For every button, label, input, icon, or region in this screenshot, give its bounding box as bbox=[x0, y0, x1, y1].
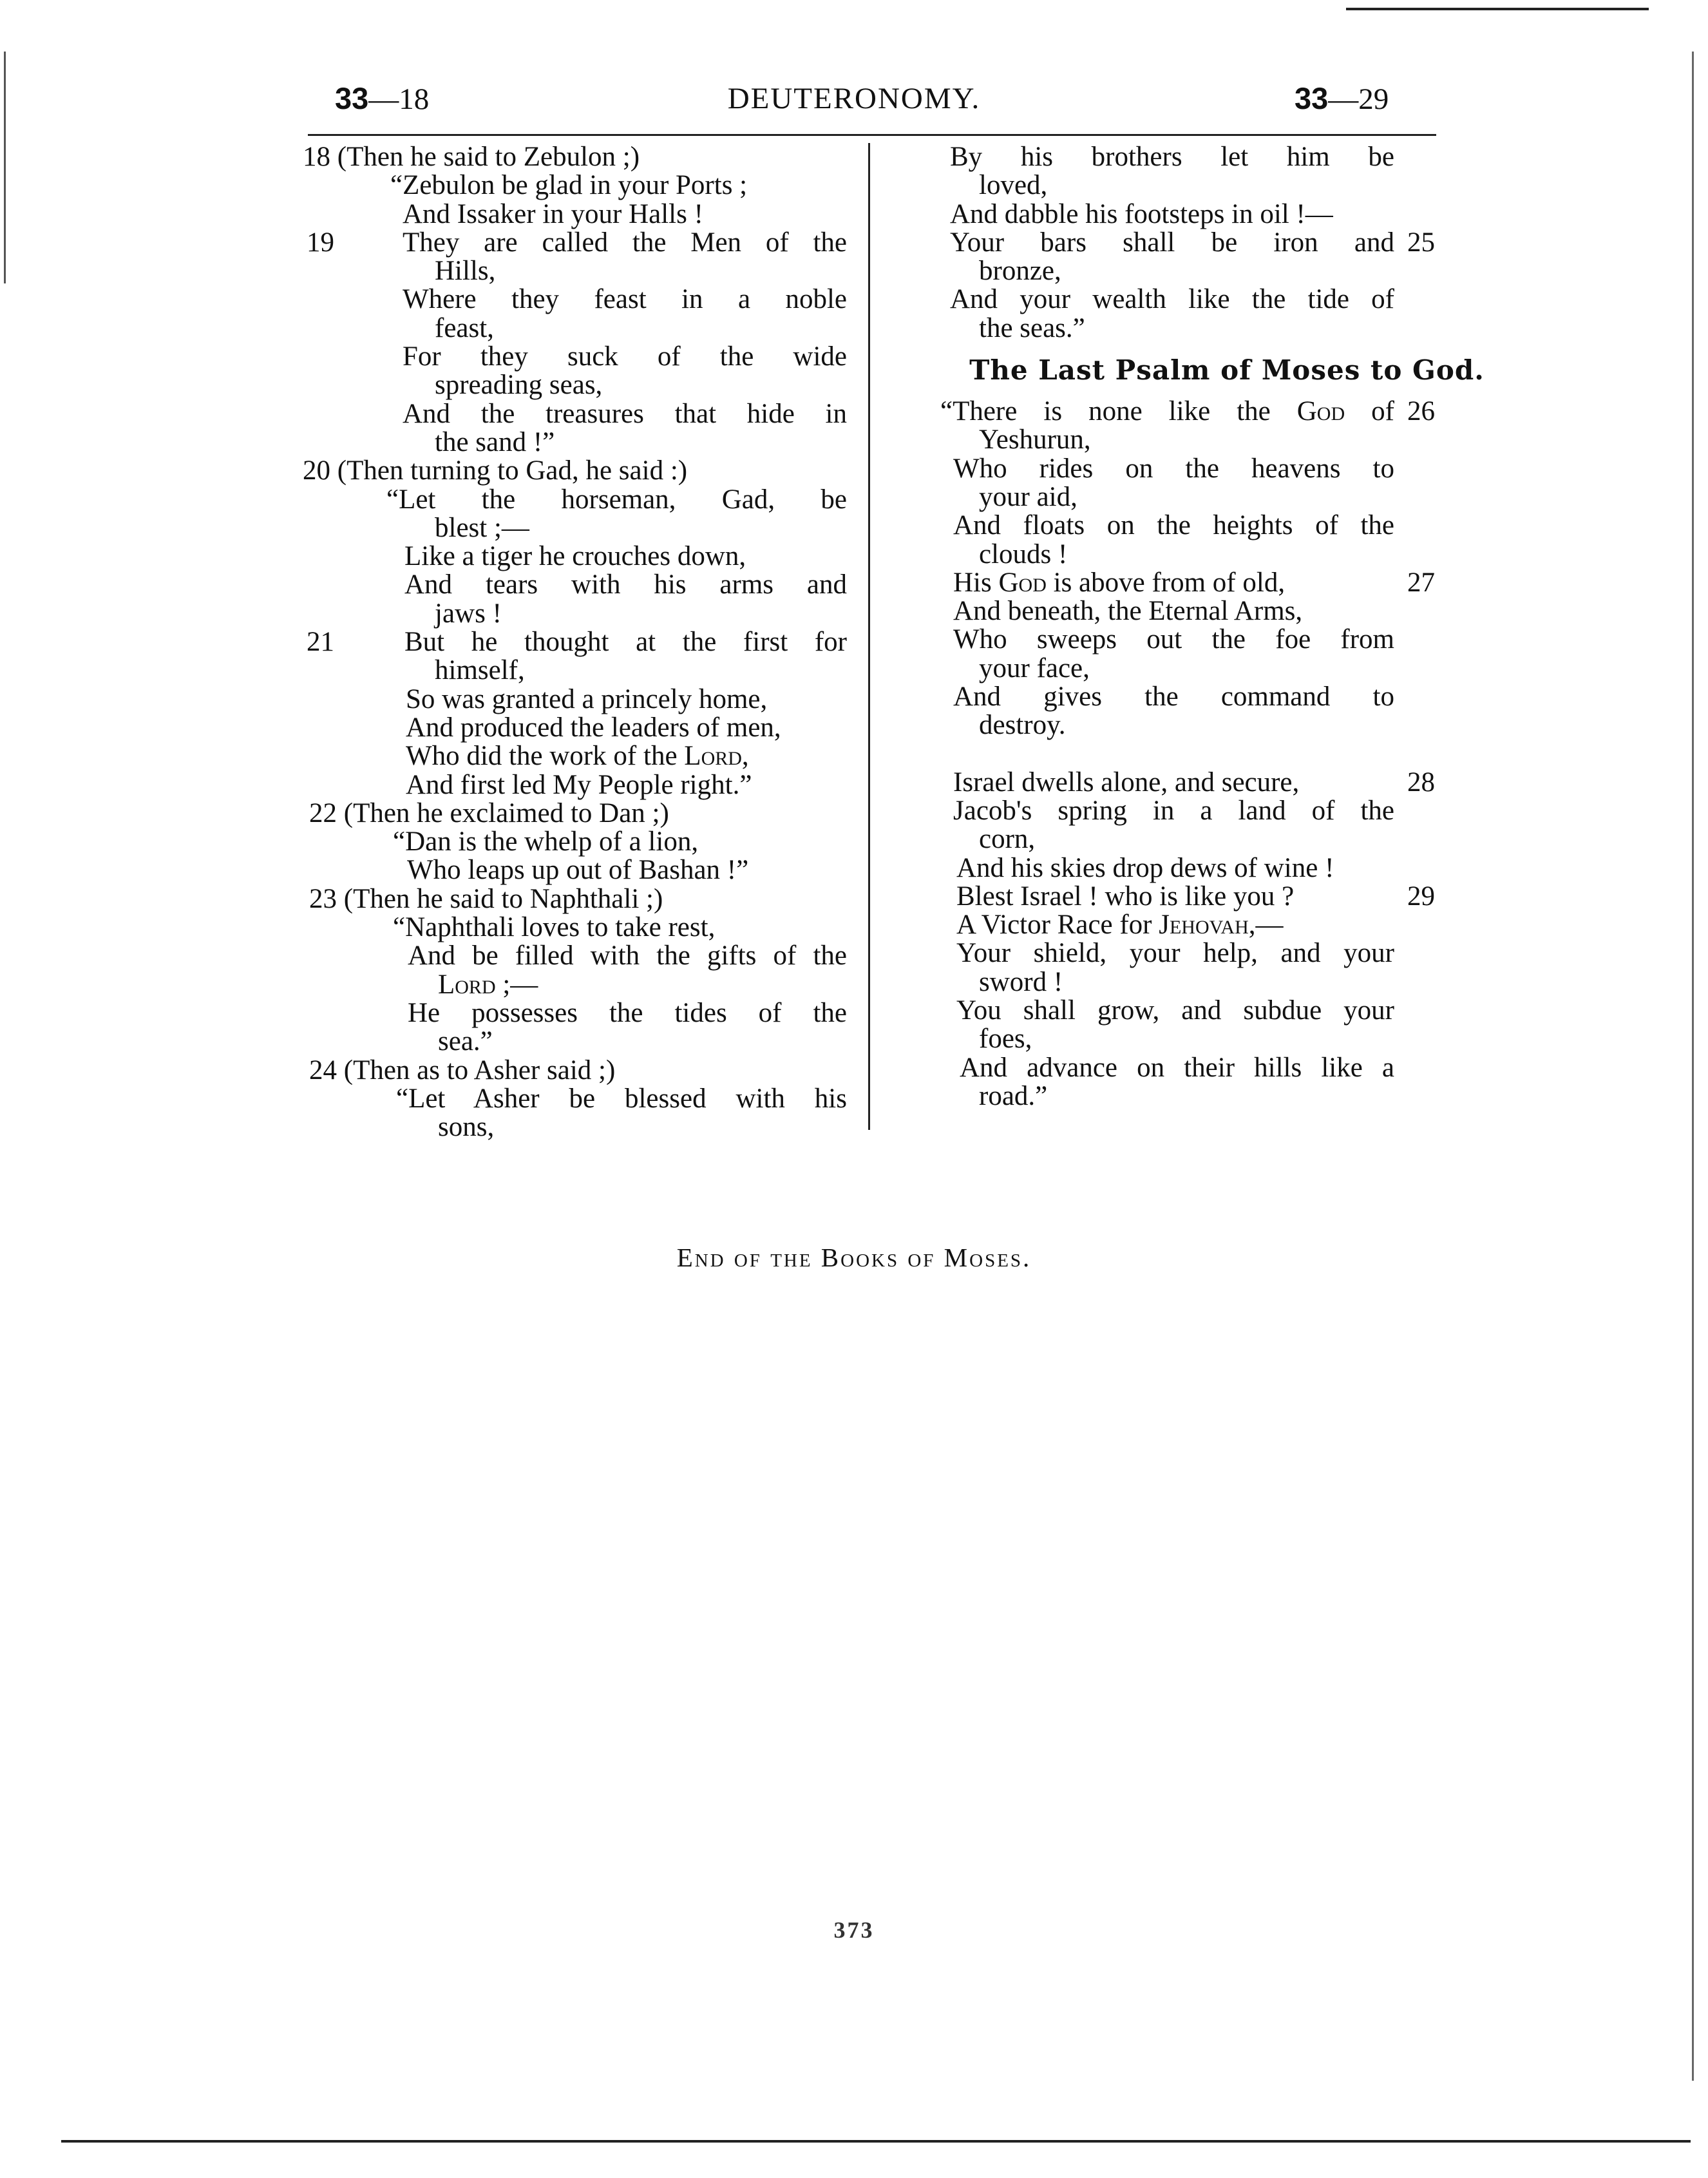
verse-line bbox=[950, 285, 1398, 314]
verse-text: And your wealth like the tide of bbox=[950, 284, 1394, 315]
verse-line bbox=[950, 711, 1398, 740]
verse-text: So was granted a princely home, bbox=[406, 683, 768, 714]
verse-number: 26 bbox=[1407, 396, 1435, 427]
verse-line bbox=[950, 314, 1398, 343]
verse-line bbox=[950, 1025, 1398, 1053]
header-right-verse: —29 bbox=[1328, 82, 1389, 116]
divine-name: Lord bbox=[438, 969, 496, 1000]
verse-line bbox=[303, 257, 850, 285]
verse-line bbox=[950, 171, 1398, 200]
verse-line bbox=[950, 939, 1398, 968]
verse-line bbox=[950, 767, 1435, 798]
verse-line bbox=[950, 683, 1398, 711]
verse-line bbox=[303, 656, 850, 685]
verse-text-tail: is above from of old, bbox=[1046, 567, 1286, 598]
verse-line bbox=[950, 626, 1398, 654]
verse-line bbox=[950, 567, 1435, 598]
verse-line bbox=[303, 400, 850, 428]
verse-number: 28 bbox=[1407, 767, 1435, 798]
verse-text: 18 (Then he said to Zebulon ;) bbox=[303, 142, 640, 172]
verse-text: He possesses the tides of the bbox=[408, 997, 847, 1028]
verse-line bbox=[303, 999, 850, 1027]
verse-line bbox=[950, 825, 1398, 854]
verse-text: And his skies drop dews of wine ! bbox=[956, 852, 1334, 883]
verse-text: A Victor Race for bbox=[956, 910, 1159, 941]
page-title: DEUTERONOMY. bbox=[727, 82, 981, 115]
verse-text-tail: , bbox=[741, 741, 749, 772]
verse-text: And produced the leaders of men, bbox=[406, 712, 781, 743]
stanza-gap bbox=[950, 740, 1398, 769]
verse-text: Your bars shall be iron and bbox=[950, 227, 1394, 258]
right-column-psalm bbox=[940, 396, 1435, 1111]
verse-line bbox=[303, 200, 850, 229]
verse-line bbox=[950, 1054, 1398, 1082]
verse-text: foes, bbox=[979, 1024, 1032, 1055]
verse-line bbox=[303, 913, 850, 942]
verse-text: Yeshurun, bbox=[979, 425, 1091, 455]
page-number: 373 bbox=[833, 1917, 875, 1943]
verse-text: bronze, bbox=[979, 256, 1061, 287]
verse-line bbox=[950, 200, 1398, 229]
verse-text: 24 (Then as to Asher said ;) bbox=[309, 1055, 616, 1085]
verse-text: road.” bbox=[979, 1080, 1048, 1111]
verse-text: “Naphthali loves to take rest, bbox=[393, 912, 716, 943]
verse-line bbox=[303, 143, 850, 171]
bottom-edge-line bbox=[61, 2140, 1691, 2143]
top-right-edge-line bbox=[1346, 8, 1649, 10]
verse-line bbox=[303, 742, 850, 770]
verse-text: Your shield, your help, and your bbox=[956, 938, 1394, 969]
divine-name: Lord bbox=[684, 741, 742, 772]
verse-text: “There is none like the bbox=[940, 396, 1297, 427]
verse-line bbox=[950, 854, 1398, 883]
verse-line bbox=[303, 229, 850, 257]
psalm-title: The Last Psalm of Moses to God. bbox=[969, 354, 1485, 387]
verse-line bbox=[950, 654, 1398, 683]
verse-text: They are called the Men of the bbox=[403, 227, 847, 258]
right-column-top bbox=[950, 142, 1435, 343]
verse-line bbox=[950, 511, 1398, 540]
verse-line bbox=[303, 600, 850, 628]
verse-text: By his brothers let him be bbox=[950, 142, 1394, 172]
verse-text: But he thought at the first for bbox=[404, 627, 847, 658]
verse-line bbox=[303, 971, 850, 999]
verse-line bbox=[950, 540, 1398, 569]
divine-name: Jehovah bbox=[1159, 910, 1249, 941]
column-divider bbox=[868, 143, 870, 1130]
verse-line bbox=[303, 856, 850, 884]
verse-text: And beneath, the Eternal Arms, bbox=[953, 596, 1303, 627]
verse-text: destroy. bbox=[979, 710, 1066, 741]
verse-line bbox=[940, 396, 1435, 427]
end-of-books-note: End of the Books of Moses. bbox=[676, 1243, 1032, 1272]
verse-text: Who did the work of the bbox=[406, 741, 685, 772]
verse-text: sea.” bbox=[438, 1026, 493, 1057]
verse-text-tail: ;— bbox=[495, 969, 538, 1000]
header-right-chapter: 33 bbox=[1295, 81, 1329, 115]
verse-text: Blest Israel ! who is like you ? bbox=[956, 881, 1295, 912]
verse-line bbox=[950, 968, 1398, 997]
verse-text: And be filled with the gifts of the bbox=[408, 941, 847, 971]
verse-line bbox=[303, 628, 850, 656]
verse-text: blest ;— bbox=[435, 512, 529, 543]
verse-line bbox=[950, 597, 1398, 626]
verse-number: 21 bbox=[307, 627, 334, 658]
header-right-ref bbox=[1295, 81, 1389, 117]
header-left-chapter: 33 bbox=[335, 81, 369, 115]
verse-text: 22 (Then he exclaimed to Dan ;) bbox=[309, 798, 669, 828]
verse-line bbox=[950, 455, 1398, 483]
verse-line bbox=[303, 885, 850, 913]
verse-line bbox=[303, 457, 850, 485]
divine-name: God bbox=[1296, 396, 1345, 427]
verse-line bbox=[303, 514, 850, 542]
verse-text: Jacob's spring in a land of the bbox=[953, 795, 1394, 826]
verse-text: the sand !” bbox=[435, 426, 555, 457]
verse-line bbox=[303, 685, 850, 714]
left-column bbox=[303, 143, 850, 1142]
verse-text: “Let Asher be blessed with his bbox=[396, 1083, 847, 1114]
verse-text: jaws ! bbox=[435, 598, 502, 629]
verse-text: And gives the command to bbox=[953, 682, 1394, 712]
header-rule bbox=[308, 134, 1436, 136]
verse-line bbox=[950, 997, 1398, 1025]
verse-line bbox=[303, 1113, 850, 1142]
verse-text: your aid, bbox=[979, 481, 1077, 512]
verse-line bbox=[303, 942, 850, 970]
verse-text: feast, bbox=[435, 312, 494, 343]
verse-line bbox=[950, 797, 1398, 825]
verse-text: Israel dwells alone, and secure, bbox=[953, 767, 1300, 798]
verse-line bbox=[950, 426, 1398, 454]
verse-text: And the treasures that hide in bbox=[403, 398, 847, 429]
verse-line bbox=[303, 828, 850, 856]
right-column bbox=[940, 142, 1485, 1111]
verse-text: Where they feast in a noble bbox=[403, 284, 847, 315]
verse-text: clouds ! bbox=[979, 539, 1068, 569]
verse-text: Who leaps up out of Bashan !” bbox=[407, 855, 749, 886]
verse-text: your face, bbox=[979, 653, 1090, 683]
verse-text: Who sweeps out the foe from bbox=[953, 624, 1394, 655]
verse-text: For they suck of the wide bbox=[403, 341, 847, 372]
verse-text: loved, bbox=[979, 170, 1048, 201]
verse-line bbox=[950, 881, 1435, 912]
verse-line bbox=[303, 571, 850, 599]
verse-line bbox=[303, 428, 850, 457]
verse-text: “Let the horseman, Gad, be bbox=[386, 484, 847, 515]
header-left-verse: —18 bbox=[368, 82, 430, 116]
verse-text: And advance on their hills like a bbox=[960, 1052, 1394, 1083]
verse-number: 25 bbox=[1407, 227, 1435, 258]
verse-line bbox=[303, 1056, 850, 1085]
verse-line bbox=[303, 314, 850, 343]
verse-text: sons, bbox=[438, 1112, 495, 1143]
verse-number: 19 bbox=[307, 227, 334, 258]
verse-line bbox=[303, 1027, 850, 1056]
verse-number: 29 bbox=[1407, 881, 1435, 912]
verse-number: 27 bbox=[1407, 567, 1435, 598]
verse-text: And first led My People right.” bbox=[406, 769, 752, 800]
verse-text: sword ! bbox=[979, 966, 1063, 997]
verse-line bbox=[303, 486, 850, 514]
verse-text: You shall grow, and subdue your bbox=[956, 995, 1394, 1026]
verse-text: corn, bbox=[979, 824, 1036, 855]
verse-text-tail: ,— bbox=[1248, 910, 1284, 941]
verse-text: spreading seas, bbox=[435, 370, 603, 401]
verse-line bbox=[303, 542, 850, 571]
verse-line bbox=[303, 171, 850, 200]
verse-line bbox=[950, 483, 1398, 511]
verse-line bbox=[950, 143, 1398, 171]
verse-line bbox=[303, 371, 850, 399]
verse-line bbox=[950, 257, 1398, 285]
divine-name: God bbox=[998, 567, 1047, 598]
verse-text: “Zebulon be glad in your Ports ; bbox=[390, 170, 748, 201]
verse-text: Hills, bbox=[435, 256, 496, 287]
right-edge-line bbox=[1692, 52, 1694, 2081]
verse-line bbox=[950, 911, 1398, 939]
verse-line bbox=[303, 799, 850, 828]
verse-text: “Dan is the whelp of a lion, bbox=[393, 826, 699, 857]
verse-text: Who rides on the heavens to bbox=[953, 453, 1394, 484]
verse-text: And tears with his arms and bbox=[404, 569, 847, 600]
verse-text: And dabble his footsteps in oil !— bbox=[950, 198, 1333, 229]
verse-text: the seas.” bbox=[979, 312, 1085, 343]
verse-line bbox=[303, 714, 850, 742]
verse-text: himself, bbox=[435, 655, 525, 686]
verse-line bbox=[303, 285, 850, 314]
verse-text: And Issaker in your Halls ! bbox=[403, 198, 703, 229]
verse-text: And floats on the heights of the bbox=[953, 510, 1394, 541]
verse-line bbox=[303, 771, 850, 799]
verse-text: 23 (Then he said to Naphthali ;) bbox=[309, 883, 663, 914]
verse-line bbox=[303, 343, 850, 371]
verse-line bbox=[950, 227, 1435, 258]
verse-text: Like a tiger he crouches down, bbox=[404, 541, 746, 572]
verse-line bbox=[303, 1085, 850, 1113]
verse-text-tail: of bbox=[1345, 396, 1394, 427]
verse-line bbox=[950, 1082, 1398, 1111]
verse-text: His bbox=[953, 567, 999, 598]
verse-text: 20 (Then turning to Gad, he said :) bbox=[303, 455, 688, 486]
